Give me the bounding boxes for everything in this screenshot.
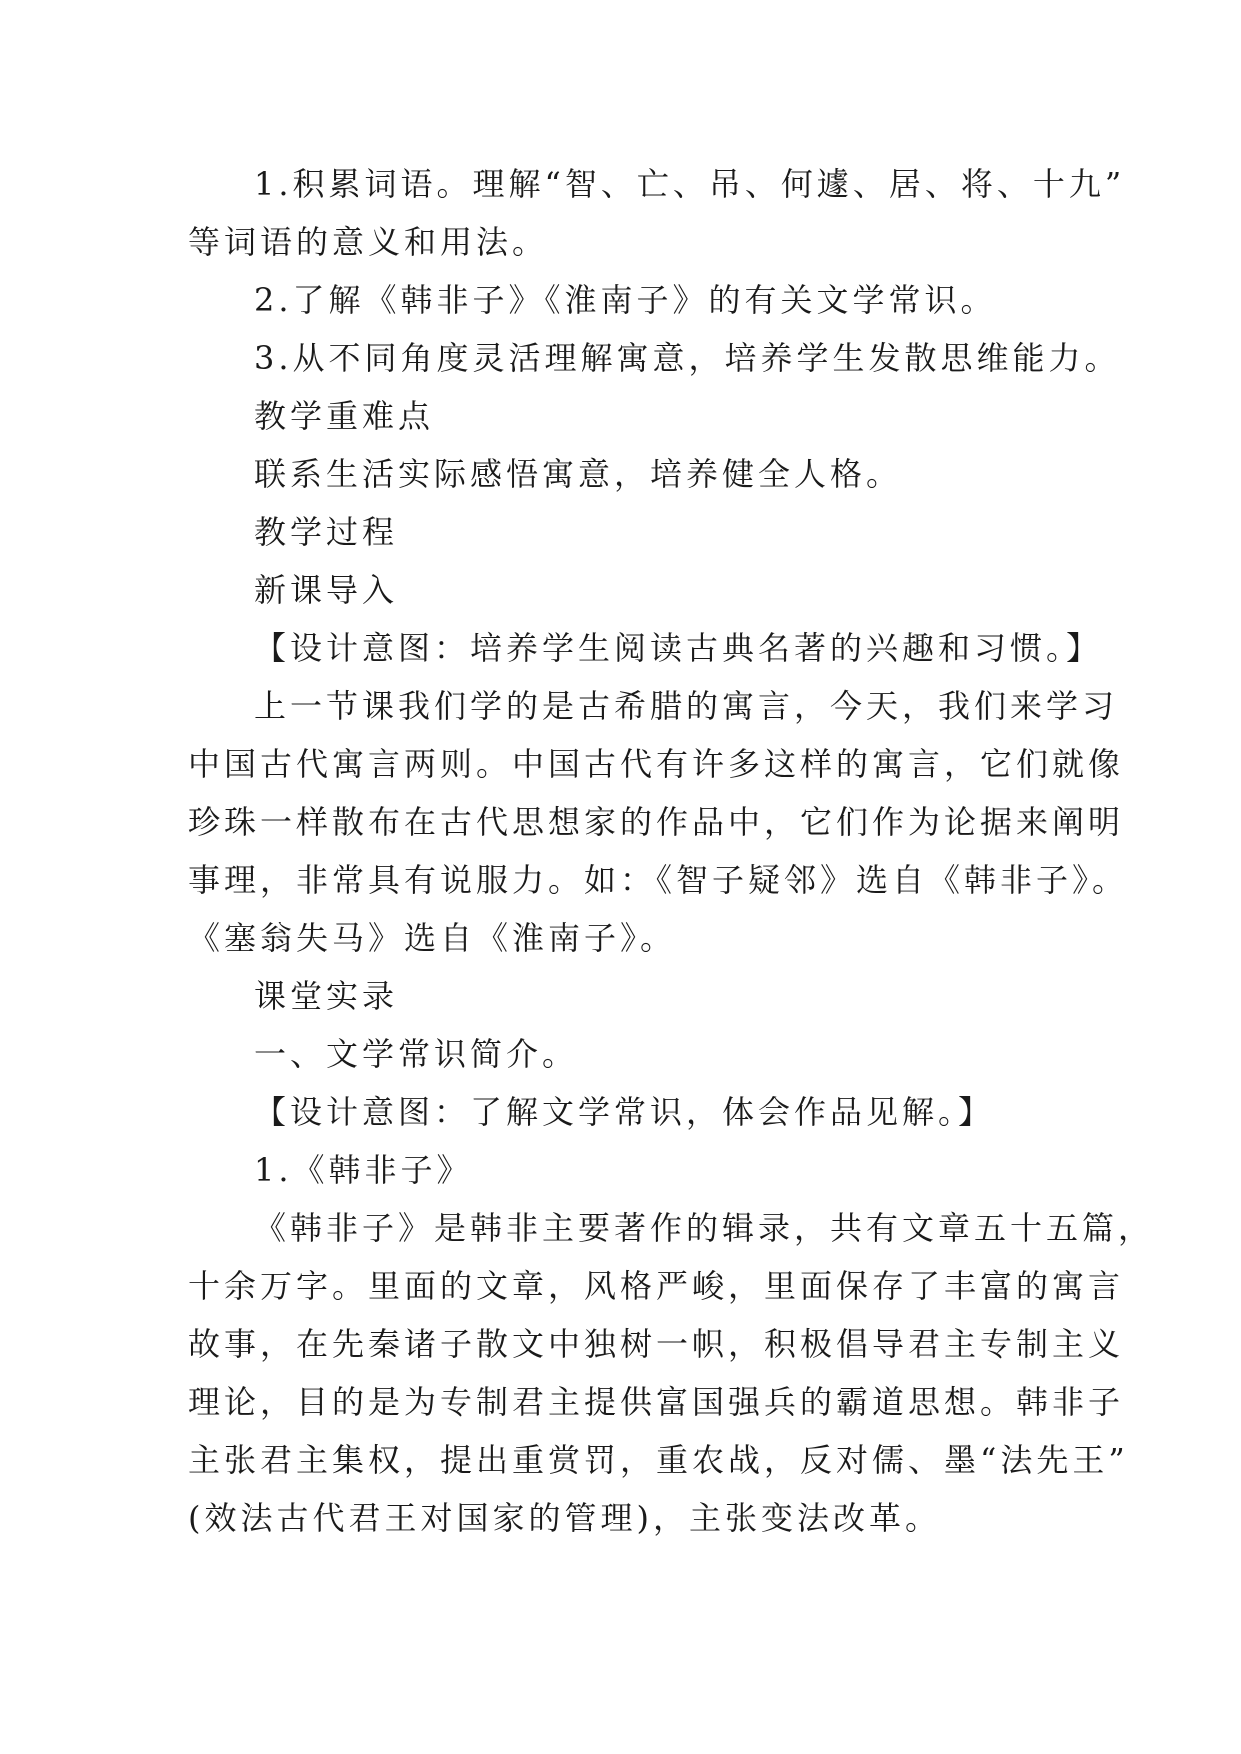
objective-1-line-2: 等词语的意义和用法。 — [188, 223, 549, 261]
hanfeizi-paragraph-line-6: (效法古代君王对国家的管理)，主张变法改革。 — [188, 1499, 941, 1537]
heading-teaching-process: 教学过程 — [254, 513, 399, 551]
hanfeizi-paragraph-line-2: 十余万字。里面的文章，风格严峻，里面保存了丰富的寓言 — [188, 1267, 1125, 1305]
design-intent-1: 【设计意图：培养学生阅读古典名著的兴趣和习惯。】 — [254, 629, 1103, 667]
intro-paragraph-line-2: 中国古代寓言两则。中国古代有许多这样的寓言，它们就像 — [188, 745, 1125, 783]
key-points-text: 联系生活实际感悟寓意，培养健全人格。 — [254, 455, 903, 493]
heading-new-lesson-intro: 新课导入 — [254, 571, 399, 609]
objective-3: 3.从不同角度灵活理解寓意，培养学生发散思维能力。 — [254, 339, 1121, 377]
objective-2: 2.了解《韩非子》《淮南子》的有关文学常识。 — [254, 281, 997, 319]
objective-1-line-1: 1.积累词语。理解“智、亡、吊、何遽、居、将、十九” — [254, 165, 1126, 203]
hanfeizi-paragraph-line-3: 故事，在先秦诸子散文中独树一帜，积极倡导君主专制主义 — [188, 1325, 1125, 1363]
design-intent-2: 【设计意图：了解文学常识，体会作品见解。】 — [254, 1093, 995, 1131]
heading-key-points: 教学重难点 — [254, 397, 435, 435]
intro-paragraph-line-3: 珍珠一样散布在古代思想家的作品中，它们作为论据来阐明 — [188, 803, 1125, 841]
intro-paragraph-line-4: 事理，非常具有说服力。如：《智子疑邻》选自《韩非子》。 — [188, 861, 1129, 899]
section-literary-knowledge: 一、文学常识简介。 — [254, 1035, 579, 1073]
hanfeizi-paragraph-line-5: 主张君主集权，提出重赏罚，重农战，反对儒、墨“法先王” — [188, 1441, 1129, 1479]
heading-class-record: 课堂实录 — [254, 977, 399, 1015]
hanfeizi-paragraph-line-4: 理论，目的是为专制君主提供富国强兵的霸道思想。韩非子 — [188, 1383, 1125, 1421]
intro-paragraph-line-5: 《塞翁失马》选自《淮南子》。 — [188, 919, 677, 957]
intro-paragraph-line-1: 上一节课我们学的是古希腊的寓言，今天，我们来学习 — [254, 687, 1119, 725]
hanfeizi-paragraph-line-1: 《韩非子》是韩非主要著作的辑录，共有文章五十五篇， — [254, 1209, 1155, 1247]
item-hanfeizi-title: 1.《韩非子》 — [254, 1151, 473, 1189]
